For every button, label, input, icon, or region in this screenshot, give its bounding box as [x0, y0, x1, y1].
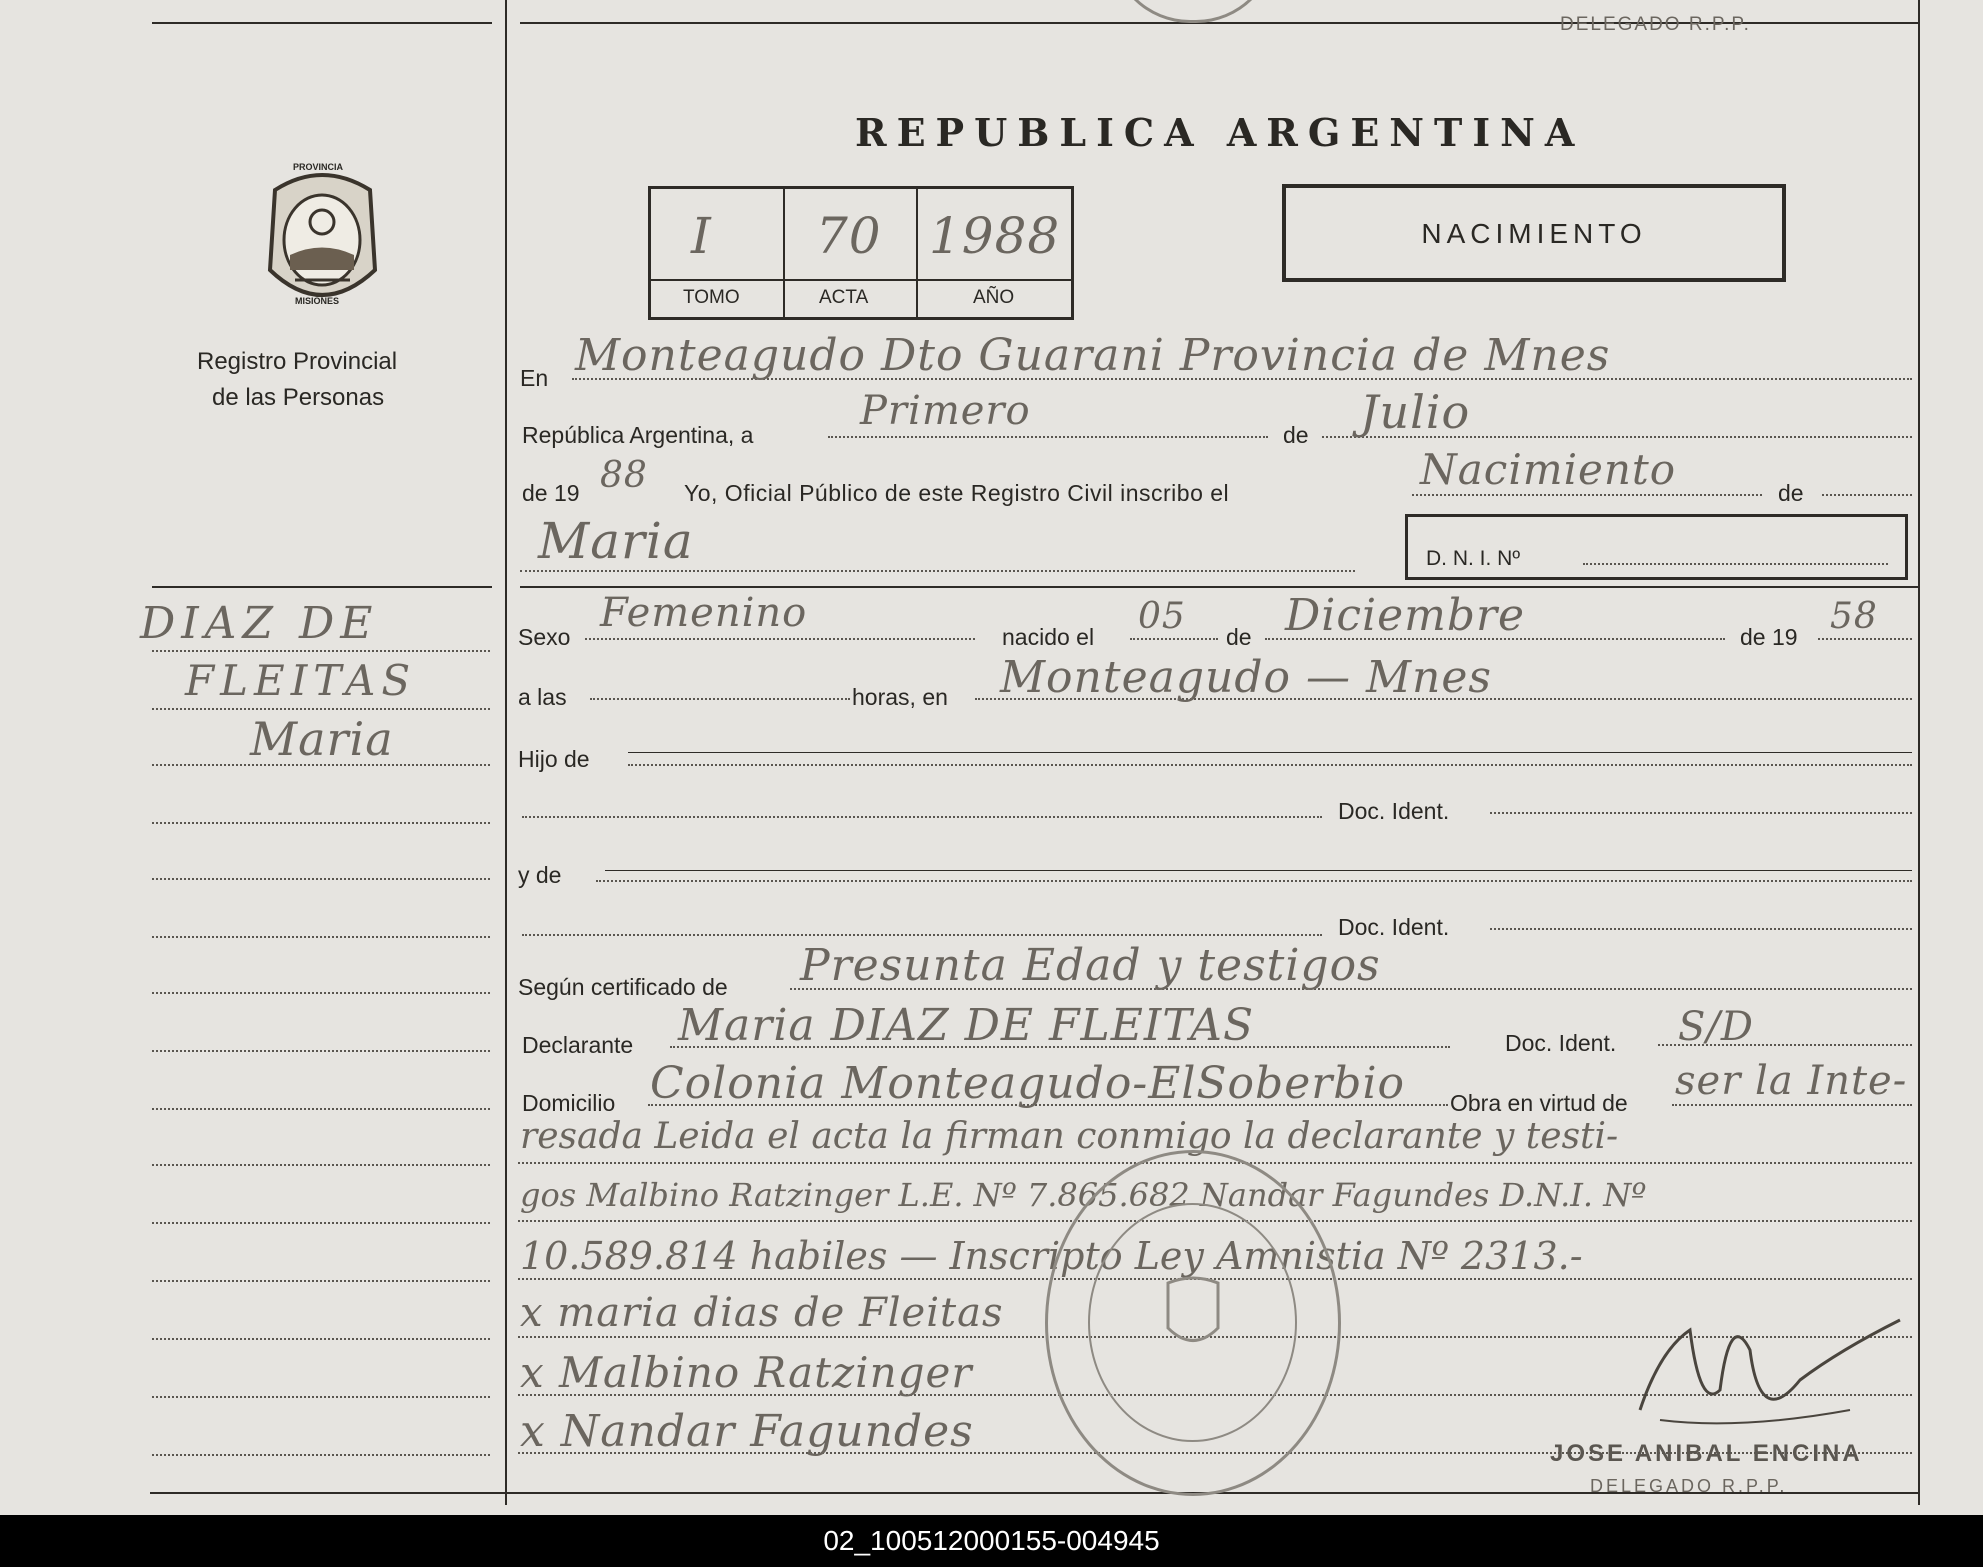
acta-value: 70 — [816, 207, 882, 265]
margin-line-12 — [152, 1280, 490, 1282]
official-name: JOSE ANIBAL ENCINA — [1550, 1440, 1863, 1467]
dia-value: Primero — [860, 388, 1031, 434]
acta-label: ACTA — [819, 287, 869, 308]
dni-line — [1583, 563, 1888, 565]
tomo-label: TOMO — [683, 287, 740, 308]
scan-footer — [0, 1515, 1983, 1567]
doc-ident-line-2 — [1490, 928, 1912, 930]
inscribe-line — [1412, 494, 1762, 496]
emblem-icon — [255, 160, 390, 315]
republica-label: República Argentina, a — [522, 422, 754, 448]
inscribe-value: Nacimiento — [1420, 445, 1677, 494]
de2-label: de — [1778, 480, 1804, 506]
nota-1: resada Leida el acta la firman conmigo la declarante y testi- — [520, 1116, 1619, 1157]
record-number-table — [648, 186, 1074, 320]
madre-extra-line — [522, 934, 1322, 936]
nacido-mes: Diciembre — [1285, 590, 1526, 641]
official-seal — [1045, 1150, 1341, 1496]
nota-2: gos Malbino Ratzinger L.E. Nº 7.865.682 Nandar Fagundes D.N.I. Nº — [520, 1176, 1647, 1214]
de2-line — [1822, 494, 1912, 496]
doc-ident-label-3: Doc. Ident. — [1505, 1030, 1617, 1056]
declarante-label: Declarante — [522, 1032, 634, 1058]
left-top-rule — [152, 22, 492, 24]
en-label: En — [520, 365, 549, 391]
lugar-value: Monteagudo — Mnes — [1000, 652, 1492, 703]
record-type-box — [1282, 184, 1786, 282]
firma-1: x maria dias de Fleitas — [520, 1290, 1004, 1336]
hijo-top-rule — [628, 752, 1912, 753]
left-section-rule — [152, 586, 492, 588]
margin-line-1 — [152, 650, 490, 652]
margin-line-11 — [152, 1222, 490, 1224]
sexo-value: Femenino — [600, 590, 808, 636]
official-signature — [1600, 1290, 1930, 1450]
seal-emblem-icon — [1158, 1273, 1228, 1353]
right-border — [1918, 0, 1920, 1505]
nacido-label: nacido el — [1002, 624, 1095, 650]
horas-line — [590, 698, 850, 700]
margin-line-6 — [152, 936, 490, 938]
declarante-doc: S/D — [1678, 1004, 1754, 1050]
record-type: NACIMIENTO — [1421, 218, 1647, 249]
anio-value: 1988 — [929, 207, 1061, 265]
registry-line-2: de las Personas — [212, 384, 385, 411]
nombre-line — [520, 570, 1355, 572]
nota-3: 10.589.814 habiles — Inscripto Ley Amnistia Nº 2313.- — [520, 1234, 1583, 1278]
domicilio-label: Domicilio — [522, 1090, 616, 1116]
province-emblem — [255, 160, 390, 315]
doc-ident-line-1 — [1490, 812, 1912, 814]
scan-code: 02_100512000155-004945 — [823, 1525, 1160, 1556]
margin-surname-1: DIAZ DE — [140, 598, 379, 649]
alas-label: a las — [518, 684, 567, 710]
de19-label: de 19 — [1740, 624, 1798, 650]
margin-line-13 — [152, 1338, 490, 1340]
mes-value: Julio — [1360, 385, 1471, 439]
anio-suffix-value: 88 — [600, 455, 648, 496]
hijo-line — [628, 764, 1912, 766]
firma-2: x Malbino Ratzinger — [520, 1348, 973, 1397]
de-label: de — [1283, 422, 1309, 448]
dia-line — [828, 436, 1268, 438]
domicilio-value: Colonia Monteagudo-ElSoberbio — [650, 1058, 1405, 1109]
nacido-anio-line — [1818, 638, 1912, 640]
dni-box — [1405, 514, 1908, 580]
margin-given-name: Maria — [250, 712, 394, 766]
emblem-top-text: PROVINCIA — [293, 162, 344, 172]
obra-line — [1672, 1104, 1912, 1106]
emblem-bottom-text: MISIONES — [295, 296, 340, 306]
hijo-label: Hijo de — [518, 746, 590, 772]
tomo-value: I — [691, 207, 712, 265]
segun-label: Según certificado de — [518, 974, 728, 1000]
doc-ident-label-1: Doc. Ident. — [1338, 798, 1450, 824]
segun-value: Presunta Edad y testigos — [800, 940, 1381, 991]
yde-label: y de — [518, 862, 562, 888]
en-value: Monteagudo Dto Guarani Provincia de Mnes — [575, 330, 1611, 381]
margin-line-7 — [152, 992, 490, 994]
de3-label: de — [1226, 624, 1252, 650]
declarante-value: Maria DIAZ DE FLEITAS — [678, 1000, 1255, 1051]
registry-line-1: Registro Provincial — [197, 348, 398, 375]
oficial-text: Yo, Oficial Público de este Registro Civil inscribo el — [684, 480, 1230, 506]
sexo-label: Sexo — [518, 624, 571, 650]
anio-label: AÑO — [973, 287, 1015, 308]
yde-line — [596, 880, 1912, 882]
margin-line-8 — [152, 1050, 490, 1052]
yde-top-rule — [605, 870, 1912, 871]
center-divider — [505, 0, 507, 1505]
nombre-value: Maria — [538, 512, 694, 570]
dni-label: D. N. I. Nº — [1426, 547, 1521, 570]
obra-value: ser la Inte- — [1675, 1058, 1908, 1104]
sexo-line — [585, 638, 975, 640]
nacido-dia-line — [1130, 638, 1218, 640]
padre-extra-line — [522, 816, 1322, 818]
top-seal-fragment — [1110, 0, 1276, 23]
country-title: REPUBLICA ARGENTINA — [855, 110, 1585, 155]
margin-line-9 — [152, 1108, 490, 1110]
margin-line-10 — [152, 1164, 490, 1166]
margin-line-2 — [152, 708, 490, 710]
margin-line-15 — [152, 1454, 490, 1456]
margin-line-5 — [152, 878, 490, 880]
nacido-dia: 05 — [1138, 596, 1186, 637]
margin-line-14 — [152, 1396, 490, 1398]
top-stamp-text: DELEGADO R.P.P. — [1560, 14, 1751, 35]
doc-ident-label-2: Doc. Ident. — [1338, 914, 1450, 940]
nacido-anio: 58 — [1830, 596, 1878, 637]
obra-label: Obra en virtud de — [1450, 1090, 1628, 1116]
horas-label: horas, en — [852, 684, 948, 710]
official-title: DELEGADO R.P.P. — [1590, 1476, 1788, 1496]
anio-prefix: de 19 — [522, 480, 580, 506]
section-rule — [520, 586, 1918, 588]
margin-line-4 — [152, 822, 490, 824]
margin-surname-2: FLEITAS — [185, 656, 417, 705]
firma-3: x Nandar Fagundes — [520, 1406, 974, 1457]
